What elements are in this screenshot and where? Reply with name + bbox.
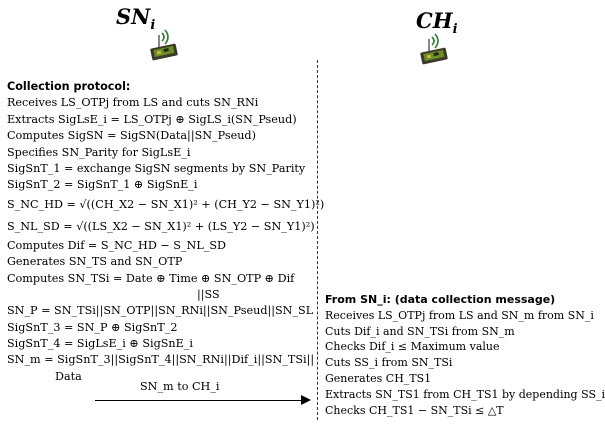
verification-step: Checks Dif_i ≤ Maximum value: [325, 340, 500, 354]
protocol-step: Specifies SN_Parity for SigLsE_i: [7, 145, 191, 159]
right-node-name: CH: [416, 8, 453, 33]
verification-step: Cuts SS_i from SN_TSi: [325, 356, 453, 370]
verification-step: Cuts Dif_i and SN_TSi from SN_m: [325, 324, 515, 338]
right-node-subscript: i: [452, 22, 458, 38]
protocol-step-continuation: Data: [55, 369, 82, 383]
protocol-step: Computes Dif = S_NC_HD − S_NL_SD: [7, 238, 226, 252]
distance-formula-ls: S_NL_SD = √((LS_X2 − SN_X1)² + (LS_Y2 − SN_Y1)²): [7, 219, 315, 233]
cluster-head-icon: [418, 33, 450, 67]
protocol-step: SN_m = SigSnT_3||SigSnT_4||SN_RNi||Dif_i||SN_TSi||: [7, 353, 315, 367]
protocol-step: Extracts SigLsE_i = LS_OTPj ⊕ SigLS_i(SN_Pseud): [7, 112, 297, 126]
lifeline-divider: [317, 60, 318, 420]
protocol-step: Generates SN_TS and SN_OTP: [7, 255, 183, 269]
verification-block: [325, 292, 605, 418]
protocol-step: SN_P = SN_TSi||SN_OTP||SN_RNi||SN_Pseud||SN_SL: [7, 304, 314, 318]
protocol-title: Collection protocol:: [7, 80, 131, 93]
verification-title: From SN_i: (data collection message): [325, 293, 556, 306]
protocol-step: SigSnT_4 = SigLsE_i ⊕ SigSnE_i: [7, 337, 193, 351]
protocol-step: SigSnT_2 = SigSnT_1 ⊕ SigSnE_i: [7, 178, 198, 192]
protocol-step-continuation: ||SS: [197, 287, 220, 301]
protocol-step: SigSnT_3 = SN_P ⊕ SigSnT_2: [7, 320, 178, 334]
collection-protocol-block: [7, 79, 325, 385]
verification-step: Extracts SN_TS1 from CH_TS1 by depending SS_i: [325, 387, 605, 401]
arrow-right-icon: [301, 395, 311, 405]
verification-step: Receives LS_OTPj from LS and SN_m from SN_i: [325, 308, 594, 322]
protocol-step: Computes SigSN = SigSN(Data||SN_Pseud): [7, 129, 256, 143]
message-arrow-shaft: [95, 400, 307, 401]
message-arrow: [95, 380, 315, 420]
left-node-subscript: i: [150, 18, 156, 34]
protocol-step: Computes SN_TSi = Date ⊕ Time ⊕ SN_OTP ⊕ Dif: [7, 271, 295, 285]
verification-step: Checks CH_TS1 − SN_TSi ≤ △T: [325, 403, 504, 417]
protocol-step: SigSnT_1 = exchange SigSN segments by SN_Parity: [7, 161, 306, 175]
distance-formula-ch: S_NC_HD = √((CH_X2 − SN_X1)² + (CH_Y2 − SN_Y1)²): [7, 197, 325, 211]
protocol-step: Receives LS_OTPj from LS and cuts SN_RNi: [7, 96, 259, 110]
sensor-node-icon: [148, 29, 180, 63]
message-arrow-label: SN_m to CH_i: [140, 380, 220, 393]
verification-step: Generates CH_TS1: [325, 371, 432, 385]
left-node-name: SN: [116, 4, 151, 29]
